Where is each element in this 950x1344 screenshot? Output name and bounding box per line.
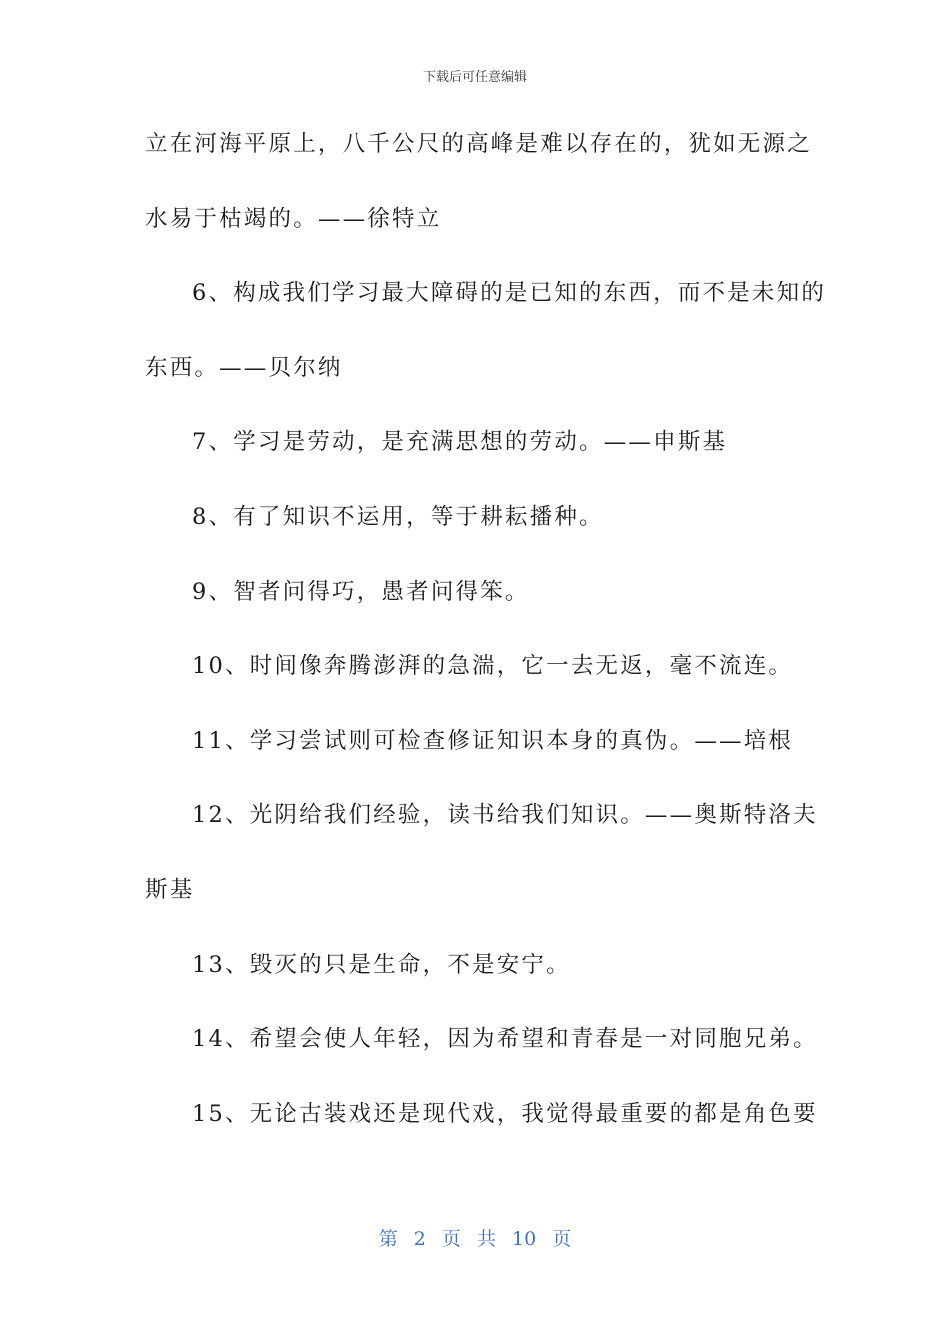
quote-item-10: 10、时间像奔腾澎湃的急湍，它一去无返，毫不流连。 xyxy=(192,653,794,680)
page-label-total-prefix: 共 xyxy=(476,1228,496,1250)
current-page-number: 2 xyxy=(413,1228,426,1250)
paragraph-line: 立在河海平原上，八千公尺的高峰是难以存在的，犹如无源之 xyxy=(145,131,812,157)
quote-item-14: 14、希望会使人年轻，因为希望和青春是一对同胞兄弟。 xyxy=(192,1026,818,1053)
page-number-footer xyxy=(0,1224,950,1251)
page-header-note: 下载后可任意编辑 xyxy=(422,70,527,85)
document-body xyxy=(145,118,827,1162)
page-label-suffix: 页 xyxy=(552,1228,572,1250)
quote-item-13: 13、毁灭的只是生命，不是安宁。 xyxy=(192,951,571,978)
paragraph-line: 斯基 xyxy=(145,876,195,903)
total-page-count: 10 xyxy=(512,1228,537,1250)
page-label-unit: 页 xyxy=(441,1228,461,1250)
quote-item-6: 6、构成我们学习最大障碍的是已知的东西，而不是未知的 xyxy=(192,280,827,307)
paragraph-line: 东西。——贝尔纳 xyxy=(145,354,343,381)
quote-item-7: 7、学习是劳动，是充满思想的劳动。——申斯基 xyxy=(192,429,728,456)
paragraph-line: 水易于枯竭的。——徐特立 xyxy=(145,205,442,232)
quote-item-11: 11、学习尝试则可检查修证知识本身的真伪。——培根 xyxy=(192,727,794,754)
quote-item-8: 8、有了知识不运用，等于耕耘播种。 xyxy=(192,503,604,530)
quote-item-9: 9、智者问得巧，愚者问得笨。 xyxy=(192,578,530,605)
quote-item-12: 12、光阴给我们经验，读书给我们知识。——奥斯特洛夫 xyxy=(192,802,818,829)
quote-item-15: 15、无论古装戏还是现代戏，我觉得最重要的都是角色要 xyxy=(192,1100,818,1127)
page-label-prefix: 第 xyxy=(378,1228,398,1250)
